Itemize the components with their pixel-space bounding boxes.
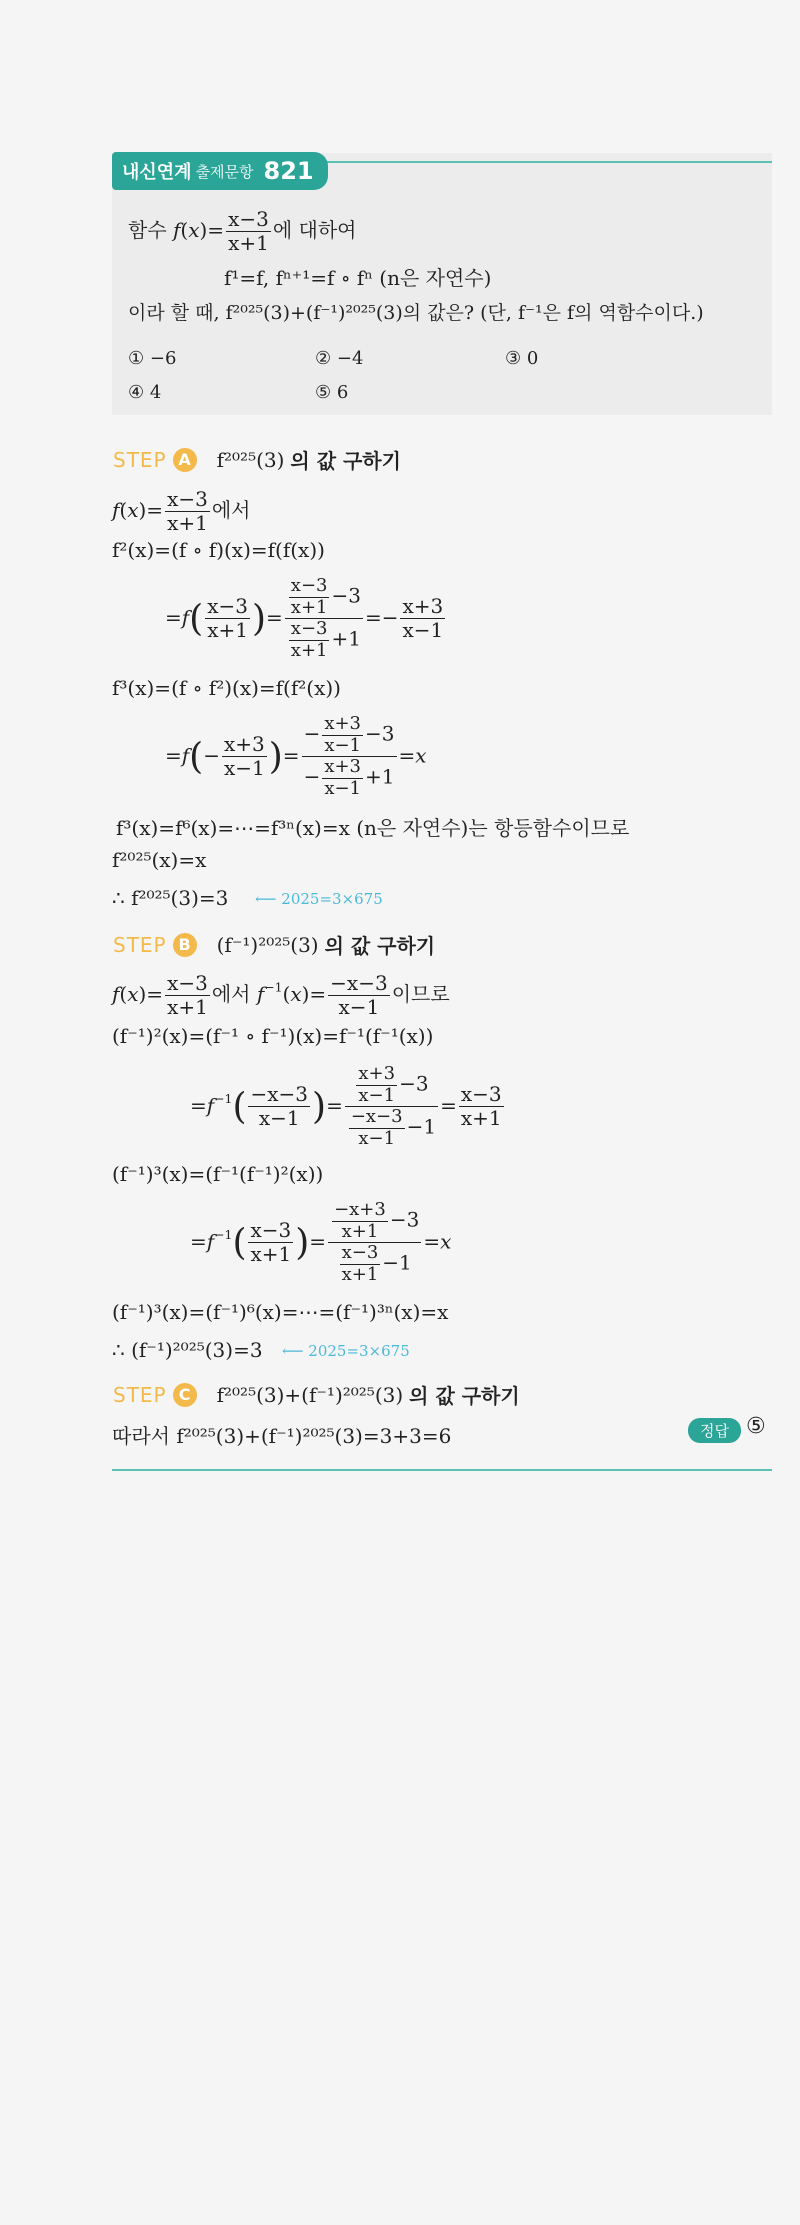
question-text: 이라 할 때, f²⁰²⁵(3)+(f⁻¹)²⁰²⁵(3)의 값은? (단, f⁻¹은 f의 역함수이다.) — [128, 302, 704, 324]
badge-brand: 내신연계 — [122, 162, 192, 183]
step-a-f2025: f²⁰²⁵(x)=x — [112, 848, 207, 872]
step-b-heading: STEP B (f⁻¹)²⁰²⁵(3) 의 값 구하기 — [113, 932, 436, 958]
fx-fraction: $\frac{x-3}{x+1}$ — [228, 207, 269, 255]
step-a-heading: STEP A f²⁰²⁵(3) 의 값 구하기 — [113, 447, 401, 473]
choice-5: ⑤ 6 — [315, 382, 349, 403]
answer-value: ⑤ — [746, 1414, 766, 1439]
step-a-f3-calc: =f(− $\frac{x+3}{x-1}$ )= − $\frac{x+3}{x-1}$ −3 − $\frac{x+3}{x-1}$ +1 =x — [165, 713, 427, 800]
step-a-f3: f³(x)=(f ∘ f²)(x)=f(f²(x)) — [112, 676, 341, 700]
step-c-heading: STEP C f²⁰²⁵(3)+(f⁻¹)²⁰²⁵(3) 의 값 구하기 — [113, 1382, 520, 1408]
problem-badge — [112, 152, 328, 190]
step-a-result: ∴ f²⁰²⁵(3)=3 — [112, 886, 229, 910]
step-a-f2-calc: =f( $\frac{x-3}{x+1}$ )= $\frac{x-3}{x+1}$ −3 $\frac{x-3}{x+1}$ +1 =− $\frac{x+3}{x-1}$ — [165, 575, 444, 662]
step-b-identity: (f⁻¹)³(x)=(f⁻¹)⁶(x)=⋯=(f⁻¹)³ⁿ(x)=x — [112, 1300, 449, 1324]
choice-2: ② −4 — [315, 348, 364, 369]
choice-3: ③ 0 — [505, 348, 539, 369]
step-b-g2-calc: $=f^{-1}$( $\frac{-x-3}{x-1}$ )= $\frac{x+3}{x-1}$ −3 $\frac{-x-3}{x-1}$ −1 = $\frac{x-3}{x+1}$ — [190, 1063, 502, 1150]
definition-line: f¹=f, fⁿ⁺¹=f ∘ fⁿ (n은 자연수) — [224, 266, 492, 290]
choice-4: ④ 4 — [128, 382, 162, 403]
answer-badge: 정답 — [688, 1418, 741, 1443]
choice-1: ① −6 — [128, 348, 177, 369]
step-b-g3-calc: $=f^{-1}$( $\frac{x-3}{x+1}$ )= $\frac{-x+3}{x+1}$ −3 $\frac{x-3}{x+1}$ −1 =x — [190, 1199, 452, 1286]
step-a-f2: f²(x)=(f ∘ f)(x)=f(f(x)) — [112, 538, 325, 562]
step-b-result: ∴ (f⁻¹)²⁰²⁵(3)=3 — [112, 1338, 263, 1362]
problem-number: 821 — [263, 157, 314, 185]
badge-label: 출제문항 — [195, 162, 254, 181]
problem-intro: 함수 f(x)= $\frac{x-3}{x+1}$ 에 대하여 — [128, 207, 357, 255]
step-a-line1: f(x)= $\frac{x-3}{x+1}$ 에서 — [112, 487, 251, 535]
step-b-g3: (f⁻¹)³(x)=(f⁻¹(f⁻¹)²(x)) — [112, 1162, 324, 1186]
step-b-g2: (f⁻¹)²(x)=(f⁻¹ ∘ f⁻¹)(x)=f⁻¹(f⁻¹(x)) — [112, 1024, 434, 1048]
step-b-line1: f(x)= $\frac{x-3}{x+1}$ 에서 $f^{-1}(x)=$ $\frac{-x-3}{x-1}$ 이므로 — [112, 971, 450, 1019]
step-b-note: ⟵ 2025=3×675 — [282, 1342, 410, 1360]
step-a-note: ⟵ 2025=3×675 — [255, 890, 383, 908]
step-c-final: 따라서 f²⁰²⁵(3)+(f⁻¹)²⁰²⁵(3)=3+3=6 — [112, 1424, 452, 1448]
bottom-divider — [112, 1469, 772, 1471]
step-a-identity: f³(x)=f⁶(x)=⋯=f³ⁿ(x)=x (n은 자연수)는 항등함수이므로 — [116, 816, 630, 840]
